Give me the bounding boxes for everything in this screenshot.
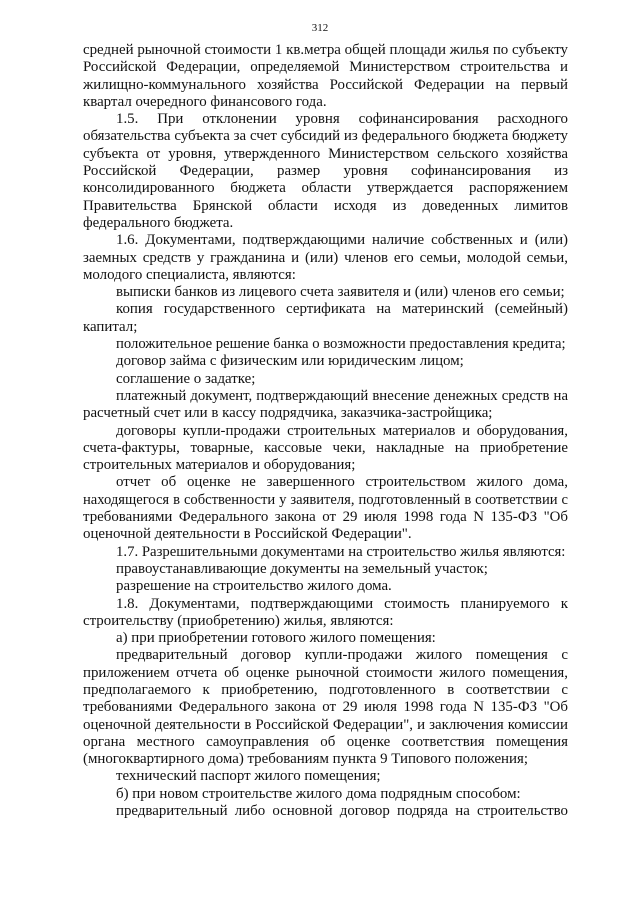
text-line: жилищно-коммунального хозяйства Российской Федерации на первый: [83, 76, 568, 93]
text-line: технический паспорт жилого помещения;: [116, 768, 381, 785]
text-line: субъекта от уровня, утвержденного Министерством сельского хозяйства: [83, 145, 568, 162]
text-line: предполагаемого к приобретению, подготовленного в соответствии с: [83, 681, 568, 698]
text-line: договор займа с физическим или юридическим лицом;: [116, 353, 464, 370]
text-line: платежный документ, подтверждающий внесение денежных средств на: [116, 387, 568, 404]
text-line: счета-фактуры, товарные, кассовые чеки, накладные на приобретение: [83, 439, 568, 456]
text-line: оценочной деятельности в Российской Федерации", и заключения комиссии: [83, 716, 568, 733]
text-line: предварительный договор купли-продажи жилого помещения с: [116, 647, 568, 664]
text-line: Правительства Брянской области исходя из доведенных лимитов: [83, 197, 568, 214]
text-line: федерального бюджета.: [83, 214, 234, 231]
text-line: а) при приобретении готового жилого помещения:: [116, 630, 436, 647]
text-line: положительное решение банка о возможности предоставления кредита;: [116, 336, 566, 353]
page-number: 312: [311, 22, 329, 34]
text-line: находящегося в собственности у заявителя, подготовленный в соответствии с: [83, 491, 568, 508]
text-line: 1.5. При отклонении уровня софинансирования расходного: [116, 111, 568, 128]
text-line: требованиями Федерального закона от 29 июля 1998 года N 135-ФЗ "Об: [83, 699, 568, 716]
text-line: отчет об оценке не завершенного строительством жилого дома,: [116, 474, 568, 491]
text-line: молодого специалиста, являются:: [83, 266, 296, 283]
text-line: органа местного самоуправления об оценке соответствия помещения: [83, 733, 568, 750]
text-line: строительных материалов и оборудования;: [83, 457, 356, 474]
text-line: приложением отчета об оценке рыночной стоимости жилого помещения,: [83, 664, 568, 681]
text-line: 1.7. Разрешительными документами на строительство жилья являются:: [116, 543, 566, 560]
text-line: 1.8. Документами, подтверждающими стоимость планируемого к: [116, 595, 568, 612]
text-line: Российской Федерации, размер уровня софинансирования из: [83, 163, 568, 180]
text-line: средней рыночной стоимости 1 кв.метра общей площади жилья по субъекту: [83, 42, 568, 58]
text-line: (многоквартирного дома) требованиям пункта 9 Типового положения;: [83, 751, 528, 768]
text-line: копия государственного сертификата на материнский (семейный): [116, 301, 568, 318]
text-line: выписки банков из лицевого счета заявителя и (или) членов его семьи;: [116, 284, 565, 301]
text-line: правоустанавливающие документы на земельный участок;: [116, 560, 488, 577]
text-line: разрешение на строительство жилого дома.: [116, 578, 392, 595]
text-line: предварительный либо основной договор подряда на строительство: [116, 803, 568, 820]
text-line: расчетный счет или в кассу подрядчика, заказчика-застройщика;: [83, 405, 493, 422]
text-line: договоры купли-продажи строительных материалов и оборудования,: [116, 422, 568, 439]
text-line: консолидированного бюджета области утверждается распоряжением: [83, 180, 568, 197]
text-line: требованиями Федерального закона от 29 июля 1998 года N 135-ФЗ "Об: [83, 509, 568, 526]
text-line: обязательства субъекта за счет субсидий из федерального бюджета бюджету: [83, 128, 568, 145]
text-line: квартал очередного финансового года.: [83, 93, 327, 110]
document-body: [83, 42, 568, 820]
text-line: б) при новом строительстве жилого дома подрядным способом:: [116, 785, 521, 802]
text-line: соглашение о задатке;: [116, 370, 256, 387]
text-line: заемных средств у гражданина и (или) членов его семьи, молодой семьи,: [83, 249, 568, 266]
text-line: Российской Федерации, определяемой Министерством строительства и: [83, 59, 568, 76]
text-line: 1.6. Документами, подтверждающими наличие собственных и (или): [116, 232, 568, 249]
text-line: оценочной деятельности в Российской Федерации".: [83, 526, 412, 543]
text-line: строительству (приобретению) жилья, являются:: [83, 612, 394, 629]
text-line: капитал;: [83, 318, 138, 335]
